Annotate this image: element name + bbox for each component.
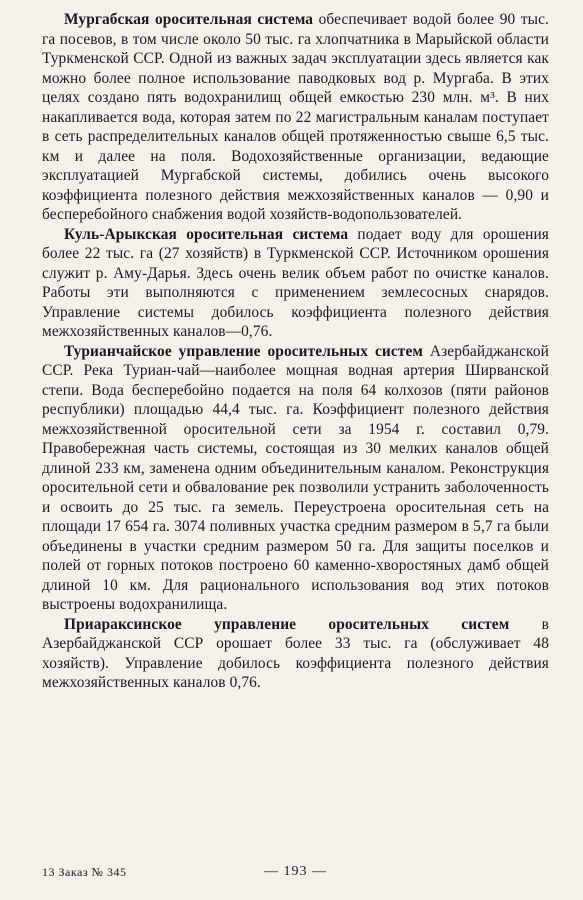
paragraph-kul-aryk (42, 225, 549, 342)
paragraph-lead: Куль-Арыкская оросительная система (64, 225, 349, 243)
printer-signature: 13 Заказ № 345 (42, 865, 127, 879)
paragraph-lead: Турианчайское управление оросительных систем (64, 342, 423, 360)
paragraph-text: в Азербайджанской ССР орошает более 33 тыс. га (обслуживает 48 хозяйств). Управление добилось коэффициента полезного действия межхозяйственных каналов 0,76. (42, 615, 549, 691)
paragraph-text: обеспечивает водой более 90 тыс. га посевов, в том числе около 50 тыс. га хлопчатника в Марыйской области Туркменской ССР. Одной из важных задач эксплуатации здесь является как можно более полное использование паводковых вод р. Мургаба. В этих целях создано пять водохранилищ общей емкостью 230 млн. м³. В них накапливается вода, которая затем по 22 магистральным каналам поступает в сеть распределительных каналов общей протяженностью свыше 6,5 тыс. км и далее на поля. Водохозяйственные организации, ведающие эксплуатацией Мургабской системы, добились очень высокого коэффициента полезного действия межхозяйственных каналов — 0,90 и бесперебойного снабжения водой хозяйств-водопользователей. (42, 11, 549, 223)
body-text (42, 10, 549, 693)
paragraph-text: подает воду для орошения более 22 тыс. га (27 хозяйств) в Туркменской ССР. Источником орошения служит р. Аму-Дарья. Здесь очень велик объем работ по очистке каналов. Работы эти выполняются с применением землесосных снарядов. Управление системы добилось коэффициента полезного действия межхозяйственных каналов—0,76. (42, 225, 549, 340)
paragraph-murgab (42, 10, 549, 225)
paragraph-priaraks (42, 615, 549, 693)
page-footer (42, 862, 549, 882)
paragraph-lead: Приараксинское управление оросительных систем (64, 615, 510, 633)
page-number: — 193 — (264, 864, 327, 879)
paragraph-text: Азербайджанской ССР. Река Туриан-чай—наиболее мощная водная артерия Ширванской степи. Вода бесперебойно подается на поля 64 колхозов (пяти районов республики) площадью 44,4 тыс. га. Коэффициент полезного действия межхозяйственной оросительной сети за 1954 г. составил 0,79. Правобережная часть системы, состоящая из 30 мелких каналов общей длиной 233 км, заменена одним объединительным каналом. Реконструкция оросительной сети и обвалование рек позволили устранить заболоченность и освоить до 25 тыс. га земель. Переустроена оросительная сеть на площади 17 654 га. 3074 поливных участка средним размером в 5,7 га были объединены в участки средним размером 50 га. Для защиты поселков и полей от горных потоков построено 60 каменно-хворостяных дамб общей длиной 10 км. Для рационального использования вод этих потоков выстроены водохранилища. (42, 342, 549, 613)
paragraph-lead: Мургабская оросительная система (64, 11, 314, 28)
paragraph-turianchai (42, 342, 549, 615)
